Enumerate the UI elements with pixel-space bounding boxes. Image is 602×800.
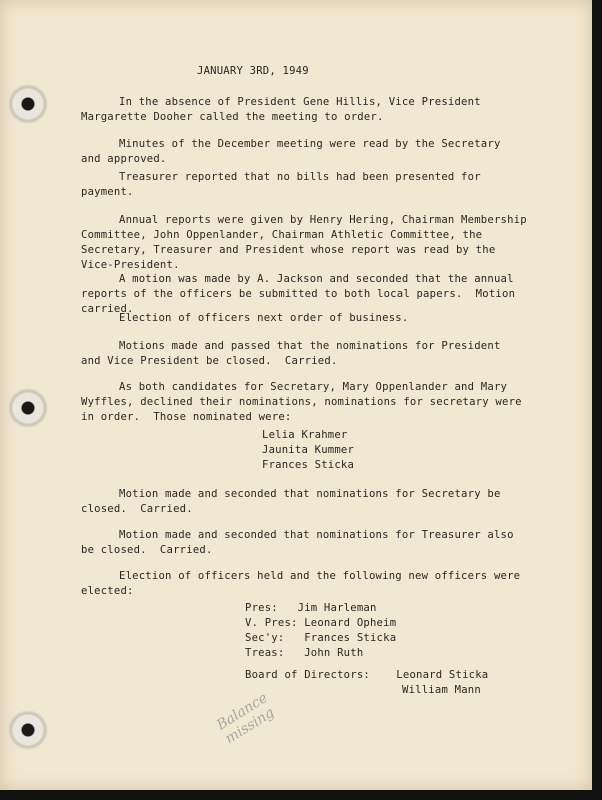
handwritten-note: Balance missing bbox=[214, 690, 278, 748]
paragraph-line: Committee, John Oppenlander, Chairman Athletic Committee, the bbox=[81, 229, 483, 241]
paragraph-line: In the absence of President Gene Hillis, Vice President bbox=[119, 96, 481, 108]
binder-hole bbox=[10, 712, 46, 748]
paragraph-line: closed. Carried. bbox=[81, 503, 193, 515]
paragraph-line: Annual reports were given by Henry Hering, Chairman Membership bbox=[119, 214, 527, 226]
binder-hole bbox=[10, 390, 46, 426]
paragraph-line: and approved. bbox=[81, 153, 167, 165]
paragraph-line: Motions made and passed that the nominations for President bbox=[119, 340, 501, 352]
date-heading: JANUARY 3RD, 1949 bbox=[197, 65, 309, 77]
paragraph-line: Vice-President. bbox=[81, 259, 180, 271]
paragraph-line: in order. Those nominated were: bbox=[81, 411, 292, 423]
paragraph-line: Wyffles, declined their nominations, nominations for secretary were bbox=[81, 396, 522, 408]
paragraph-line: Election of officers held and the following new officers were bbox=[119, 570, 521, 582]
paragraph-line: Motion made and seconded that nominations for Secretary be bbox=[119, 488, 501, 500]
paragraph-line: and Vice President be closed. Carried. bbox=[81, 355, 338, 367]
paragraph-line: Margarette Dooher called the meeting to order. bbox=[81, 111, 384, 123]
nominee-name: Lelia Krahmer bbox=[262, 429, 348, 441]
paragraph-line: Minutes of the December meeting were read by the Secretary bbox=[119, 138, 501, 150]
paragraph-line: Election of officers next order of business. bbox=[119, 312, 409, 324]
officer-line: Treas: John Ruth bbox=[245, 647, 364, 659]
officer-line: Pres: Jim Harleman bbox=[245, 602, 377, 614]
scan-border bbox=[592, 0, 602, 800]
officer-line: Sec'y: Frances Sticka bbox=[245, 632, 397, 644]
board-line: Board of Directors: Leonard Sticka bbox=[245, 669, 489, 681]
paragraph-line: elected: bbox=[81, 585, 134, 597]
nominee-name: Frances Sticka bbox=[262, 459, 355, 471]
paragraph-line: be closed. Carried. bbox=[81, 544, 213, 556]
officer-line: V. Pres: Leonard Opheim bbox=[245, 617, 397, 629]
paragraph-line: reports of the officers be submitted to both local papers. Motion bbox=[81, 288, 516, 300]
paragraph-line: A motion was made by A. Jackson and seconded that the annual bbox=[119, 273, 514, 285]
board-line: William Mann bbox=[402, 684, 481, 696]
paragraph-line: As both candidates for Secretary, Mary Oppenlander and Mary bbox=[119, 381, 508, 393]
scan-border bbox=[0, 790, 602, 800]
paragraph-line: Treasurer reported that no bills had been presented for bbox=[119, 171, 481, 183]
paragraph-line: carried. bbox=[81, 303, 134, 315]
paragraph-line: payment. bbox=[81, 186, 134, 198]
paragraph-line: Motion made and seconded that nominations for Treasurer also bbox=[119, 529, 514, 541]
nominee-name: Jaunita Kummer bbox=[262, 444, 355, 456]
paragraph-line: Secretary, Treasurer and President whose report was read by the bbox=[81, 244, 496, 256]
binder-hole bbox=[10, 86, 46, 122]
